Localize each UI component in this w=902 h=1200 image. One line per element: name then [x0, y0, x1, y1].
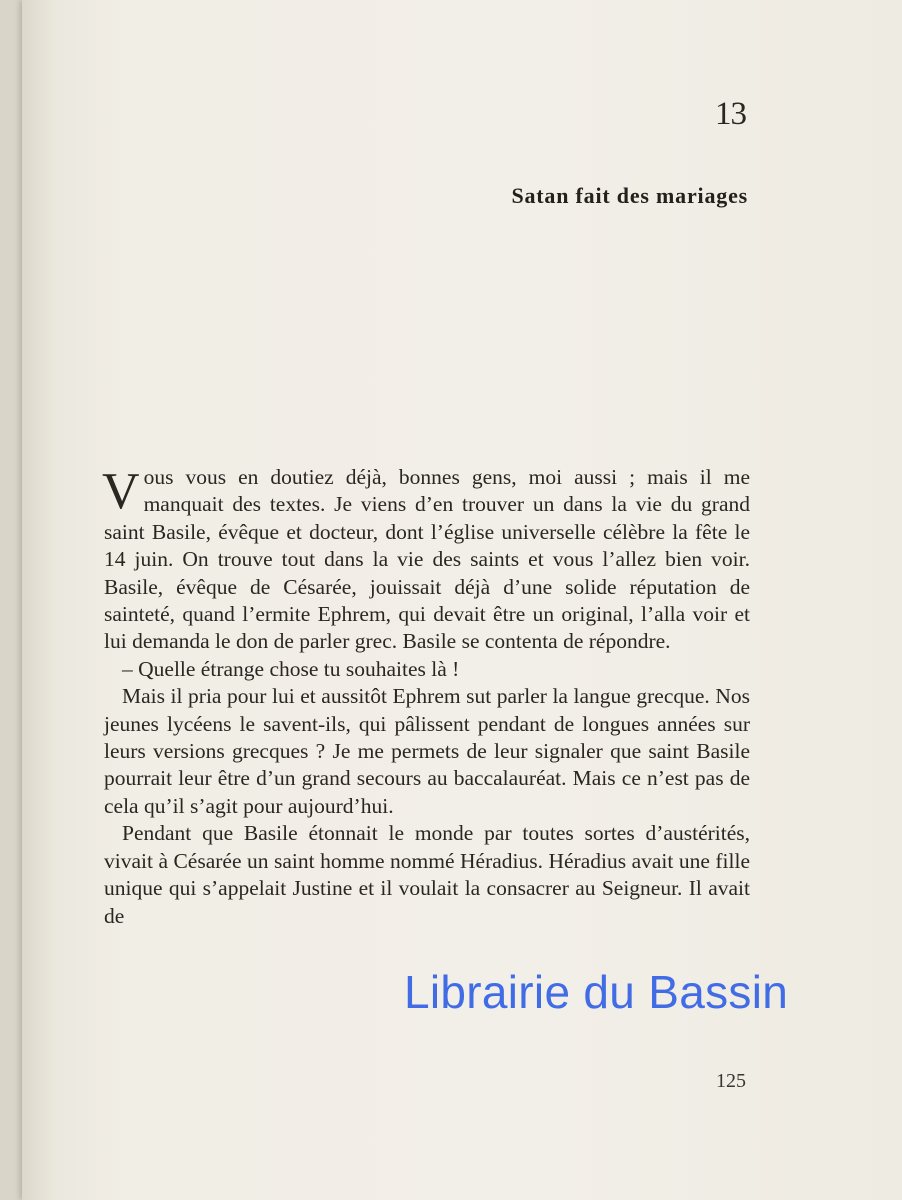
chapter-title: Satan fait des mariages — [511, 183, 748, 208]
page-number: 125 — [716, 1070, 746, 1092]
book-page — [22, 0, 902, 1200]
body-text — [104, 464, 750, 930]
paragraph-3: Mais il pria pour lui et aussitôt Ephrem sut parler la langue grecque. Nos jeunes lycéens le savent-ils, qui pâlissent pendant de longues années sur leurs versions grecques ? Je me permets de leur signaler que saint Basile pourrait leur être d’un grand secours au baccalauréat. Mais ce n’est pas de cela qu’il s’agit pour aujourd’hui. — [104, 684, 750, 818]
watermark: Librairie du Bassin — [404, 966, 789, 1018]
paragraph-2: – Quelle étrange chose tu souhaites là ! — [122, 656, 460, 681]
paragraph-1 — [104, 464, 750, 656]
chapter-number: 13 — [715, 96, 746, 132]
paragraph-1-text: ous vous en doutiez déjà, bonnes gens, moi aussi ; mais il me manquait des textes. Je viens d’en trouver un dans la vie du grand saint Basile, évêque et docteur, dont l’église universelle célèbre la fête le 14 juin. On trouve tout dans la vie des saints et vous l’allez bien voir. Basile, évêque de Césarée, jouissait déjà d’une solide réputation de sainteté, quand l’ermite Ephrem, qui devait être un original, l’alla voir et lui demanda le don de parler grec. Basile se contenta de répondre. — [104, 465, 750, 654]
paragraph-4: Pendant que Basile étonnait le monde par toutes sortes d’austérités, vivait à Césarée un saint homme nommé Héradius. Héradius avait une fille unique qui s’appelait Justine et il voulait la consacrer au Seigneur. Il avait de — [104, 821, 750, 928]
drop-cap: V — [102, 463, 140, 520]
